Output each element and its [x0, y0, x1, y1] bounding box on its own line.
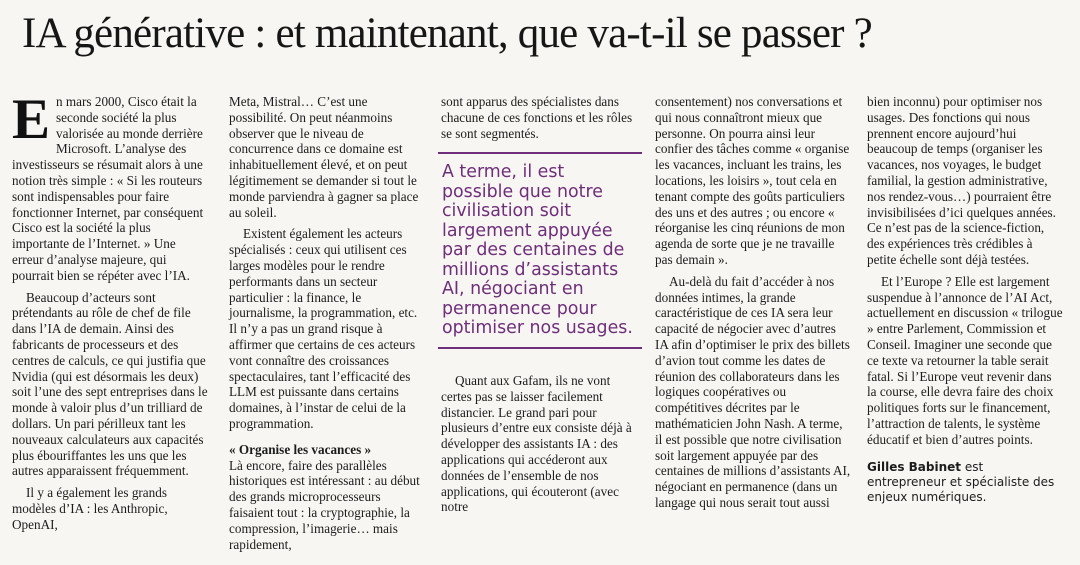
paragraph: consentement) nos conversations et qui nous connaîtront mieux que personne. On pourra ainsi leur confier des tâches comme « organise les vacances, incluant les trains, les locations, les loisirs », tout cela en tenant compte des goûts particuliers des uns et des autres ; ou encore « réorganise les cinq réunions de mon agenda de sorte que je ne travaille pas demain ».	[655, 94, 850, 267]
article-column-5	[867, 94, 1063, 505]
paragraph: sont apparus des spécialistes dans chacune de ces fonctions et les rôles se sont segmentés.	[441, 94, 633, 141]
article-column-3	[441, 94, 637, 141]
author-name: Gilles Babinet	[867, 459, 962, 474]
pull-quote: A terme, il est possible que notre civilisation soit largement appuyée par des centaines de millions d’assistants AI, négociant en permanence pour optimiser nos usages.	[438, 152, 642, 349]
article-column-2	[229, 94, 425, 552]
author-signature	[867, 460, 1063, 505]
paragraph: bien inconnu) pour optimiser nos usages. Des fonctions qui nous prennent encore aujourd’hui beaucoup de temps (organiser les vacances, nos voyages, le budget familial, la gestion administrative, nos rendez-vous…) pourraient être invisibilisées d’ici quelques années. Ce n’est pas de la science-fiction, des expériences très crédibles à petite échelle sont déjà testées.	[867, 94, 1056, 267]
article-column-3-continued	[441, 373, 637, 515]
paragraph: Il y a également les grands modèles d’IA : les Anthropic, OpenAI,	[12, 485, 168, 532]
subheading: « Organise les vacances »	[229, 441, 372, 457]
article-column-4	[655, 94, 851, 511]
paragraph: Existent également les acteurs spécialisés : ceux qui utilisent ces larges modèles pour le rendre performants dans un secteur particulier : la finance, le journalisme, la programmation, etc. Il n’y a pas un grand risque à affirmer que certains de ces acteurs vont connaître des croissances spectaculaires, tant l’efficacité des LLM est puissante dans certains domaines, à l’instar de celui de la programmation.	[229, 226, 418, 431]
paragraph: Meta, Mistral… C’est une possibilité. On peut néanmoins observer que le niveau de concurrence dans ce domaine est inhabituellement élevé, et on peut légitimement se demander si tout le monde parviendra à gagner sa place au soleil.	[229, 94, 419, 220]
paragraph-text: n mars 2000, Cisco était la seconde société la plus valorisée au monde derrière Microsoft. L’analyse des investisseurs se résumait alors à une notion très simple : « Si les routeurs sont indispensables pour faire fonctionner Internet, par conséquent Cisco est la société la plus importante de l’Internet. » Une erreur d’analyse majeure, qui pourrait bien se répéter avec l’IA.	[12, 94, 204, 283]
drop-cap: E	[12, 88, 51, 151]
paragraph: Et l’Europe ? Elle est largement suspendue à l’annonce de l’AI Act, actuellement en discussion « trilogue » entre Parlement, Commission et Conseil. Imaginer une seconde que ce texte va retourner la table serait fatal. Si l’Europe veut revenir dans la course, elle devra faire des choix politiques forts sur le financement, l’attraction de talents, le système éducatif et bien d’autres points.	[867, 273, 1063, 447]
paragraph: Quant aux Gafam, ils ne vont certes pas se laisser facilement distancier. Le grand pari pour plusieurs d’entre eux consiste déjà à développer des assistants IA : des applications qui accéderont aux données de l’ensemble de nos applications, qui écouteront (avec notre	[441, 373, 632, 515]
paragraph: Là encore, faire des parallèles historiques est intéressant : au début des grands microprocesseurs faisaient tout : la cryptographie, la compression, l’imagerie… mais rapidement,	[229, 457, 420, 552]
paragraph: Beaucoup d’acteurs sont prétendants au rôle de chef de file dans l’IA de demain. Ainsi des fabricants de processeurs et des centres de calculs, ce qui justifia que Nvidia (qui est désormais les deux) soit l’une des sept entreprises dans le monde à valoir plus d’un trilliard de dollars. Un pari périlleux tant les nouveaux calculateurs aux capacités plus ébouriffantes les uns que les autres apparaissent fréquemment.	[12, 289, 208, 479]
author-bio: est entrepreneur et spécialiste des enjeux numériques.	[867, 459, 1055, 504]
paragraph	[12, 88, 208, 284]
article-headline: IA générative : et maintenant, que va-t-il se passer ?	[22, 10, 872, 57]
paragraph: Au-delà du fait d’accéder à nos données intimes, la grande caractéristique de ces IA sera leur capacité de négocier avec d’autres IA afin d’optimiser le prix des billets d’avion tout comme les dates de réunion des collaborateurs dans les logiques coopératives ou compétitives décrites par le mathématicien John Nash. A terme, il est possible que notre civilisation soit largement appuyée par des centaines de millions d’assistants AI, négociant en permanence (dans un langage qui nous serait tout aussi	[655, 273, 851, 510]
article-column-1	[12, 88, 208, 533]
